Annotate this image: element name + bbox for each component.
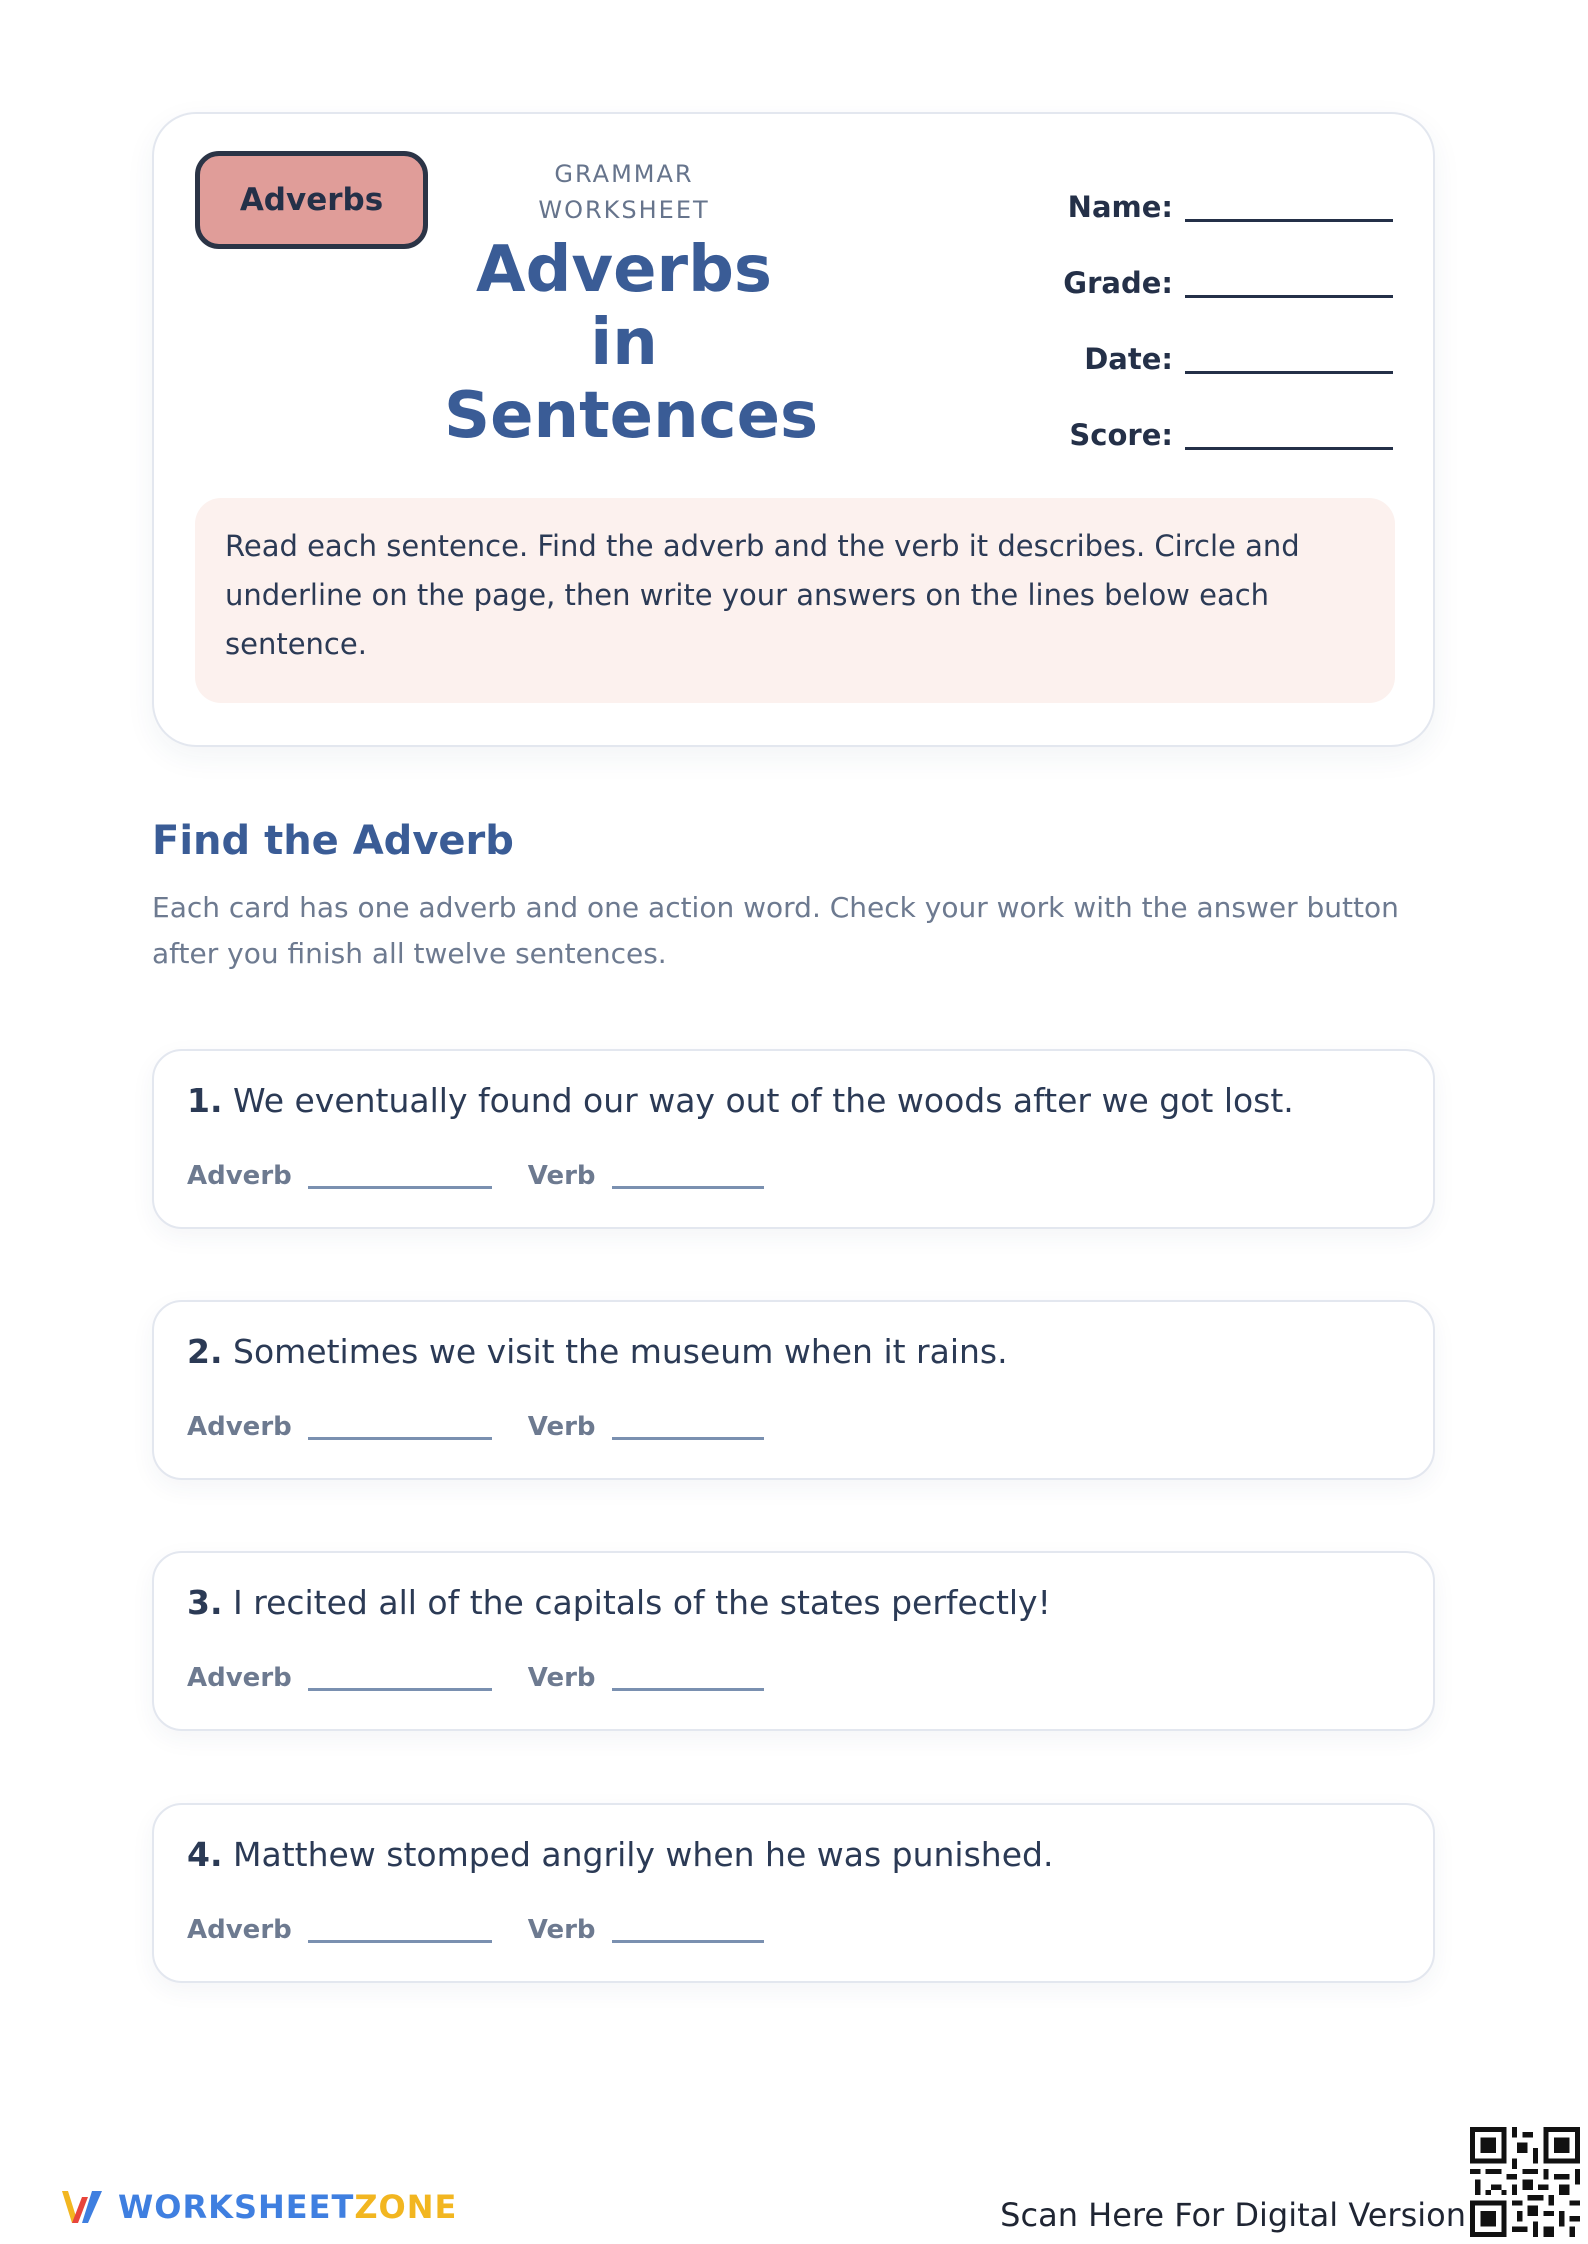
adverb-label: Adverb <box>187 1915 292 1945</box>
grade-line[interactable] <box>1185 295 1393 298</box>
kicker-line-1: GRAMMAR <box>554 160 694 188</box>
question-sentence: Sometimes we visit the museum when it rains. <box>233 1332 1008 1371</box>
adverb-label: Adverb <box>187 1412 292 1442</box>
grade-field[interactable] <box>973 228 1393 304</box>
adverb-answer-line[interactable] <box>308 1437 492 1440</box>
instructions-box: Read each sentence. Find the adverb and the verb it describes. Circle and underline on the page, then write your answers on the lines below each sentence. <box>195 498 1395 703</box>
title-block <box>444 156 819 453</box>
header-card <box>152 112 1435 747</box>
kicker-line-2: WORKSHEET <box>538 196 710 224</box>
score-label: Score: <box>1069 418 1173 452</box>
title-line-1: Adverbs <box>476 233 772 307</box>
verb-answer-line[interactable] <box>612 1437 764 1440</box>
qr-code-icon[interactable] <box>1470 2127 1580 2237</box>
student-fields <box>973 152 1393 456</box>
adverb-label: Adverb <box>187 1663 292 1693</box>
verb-answer-line[interactable] <box>612 1688 764 1691</box>
section-title: Find the Adverb <box>152 818 514 864</box>
question-number: 1. <box>187 1081 223 1120</box>
question-number: 4. <box>187 1835 223 1874</box>
name-field[interactable] <box>973 152 1393 228</box>
question-card-3 <box>152 1551 1435 1731</box>
title-line-2: in <box>590 306 658 380</box>
section-description: Each card has one adverb and one action word. Check your work with the answer button after you finish all twelve sentences. <box>152 891 1399 970</box>
verb-label: Verb <box>527 1663 596 1693</box>
question-card-1 <box>152 1049 1435 1229</box>
verb-label: Verb <box>527 1412 596 1442</box>
verb-answer-line[interactable] <box>612 1186 764 1189</box>
question-card-4 <box>152 1803 1435 1983</box>
question-sentence: We eventually found our way out of the woods after we got lost. <box>233 1081 1294 1120</box>
question-sentence: Matthew stomped angrily when he was punished. <box>233 1835 1054 1874</box>
title-line-3: Sentences <box>444 379 819 453</box>
answer-row <box>187 1663 764 1693</box>
date-label: Date: <box>1084 342 1173 376</box>
question-sentence: I recited all of the capitals of the states perfectly! <box>233 1583 1051 1622</box>
name-label: Name: <box>1067 190 1173 224</box>
worksheetzone-logo-icon <box>58 2183 106 2231</box>
date-line[interactable] <box>1185 371 1393 374</box>
verb-label: Verb <box>527 1161 596 1191</box>
question-number: 2. <box>187 1332 223 1371</box>
grade-label: Grade: <box>1063 266 1173 300</box>
topic-badge: Adverbs <box>195 151 428 249</box>
question-text <box>187 1835 1053 1874</box>
adverb-answer-line[interactable] <box>308 1688 492 1691</box>
answer-row <box>187 1915 764 1945</box>
question-card-2 <box>152 1300 1435 1480</box>
question-text <box>187 1332 1008 1371</box>
page-title <box>444 233 819 453</box>
adverb-label: Adverb <box>187 1161 292 1191</box>
answer-row <box>187 1412 764 1442</box>
adverb-answer-line[interactable] <box>308 1186 492 1189</box>
score-field[interactable] <box>973 380 1393 456</box>
score-line[interactable] <box>1185 447 1393 450</box>
site-logo[interactable] <box>58 2183 457 2231</box>
logo-text: WORKSHEETZONE <box>118 2188 458 2226</box>
scan-caption: Scan Here For Digital Version <box>1000 2196 1466 2234</box>
name-line[interactable] <box>1185 219 1393 222</box>
question-number: 3. <box>187 1583 223 1622</box>
date-field[interactable] <box>973 304 1393 380</box>
answer-row <box>187 1161 764 1191</box>
question-text <box>187 1081 1294 1120</box>
question-text <box>187 1583 1051 1622</box>
verb-answer-line[interactable] <box>612 1940 764 1943</box>
adverb-answer-line[interactable] <box>308 1940 492 1943</box>
verb-label: Verb <box>527 1915 596 1945</box>
